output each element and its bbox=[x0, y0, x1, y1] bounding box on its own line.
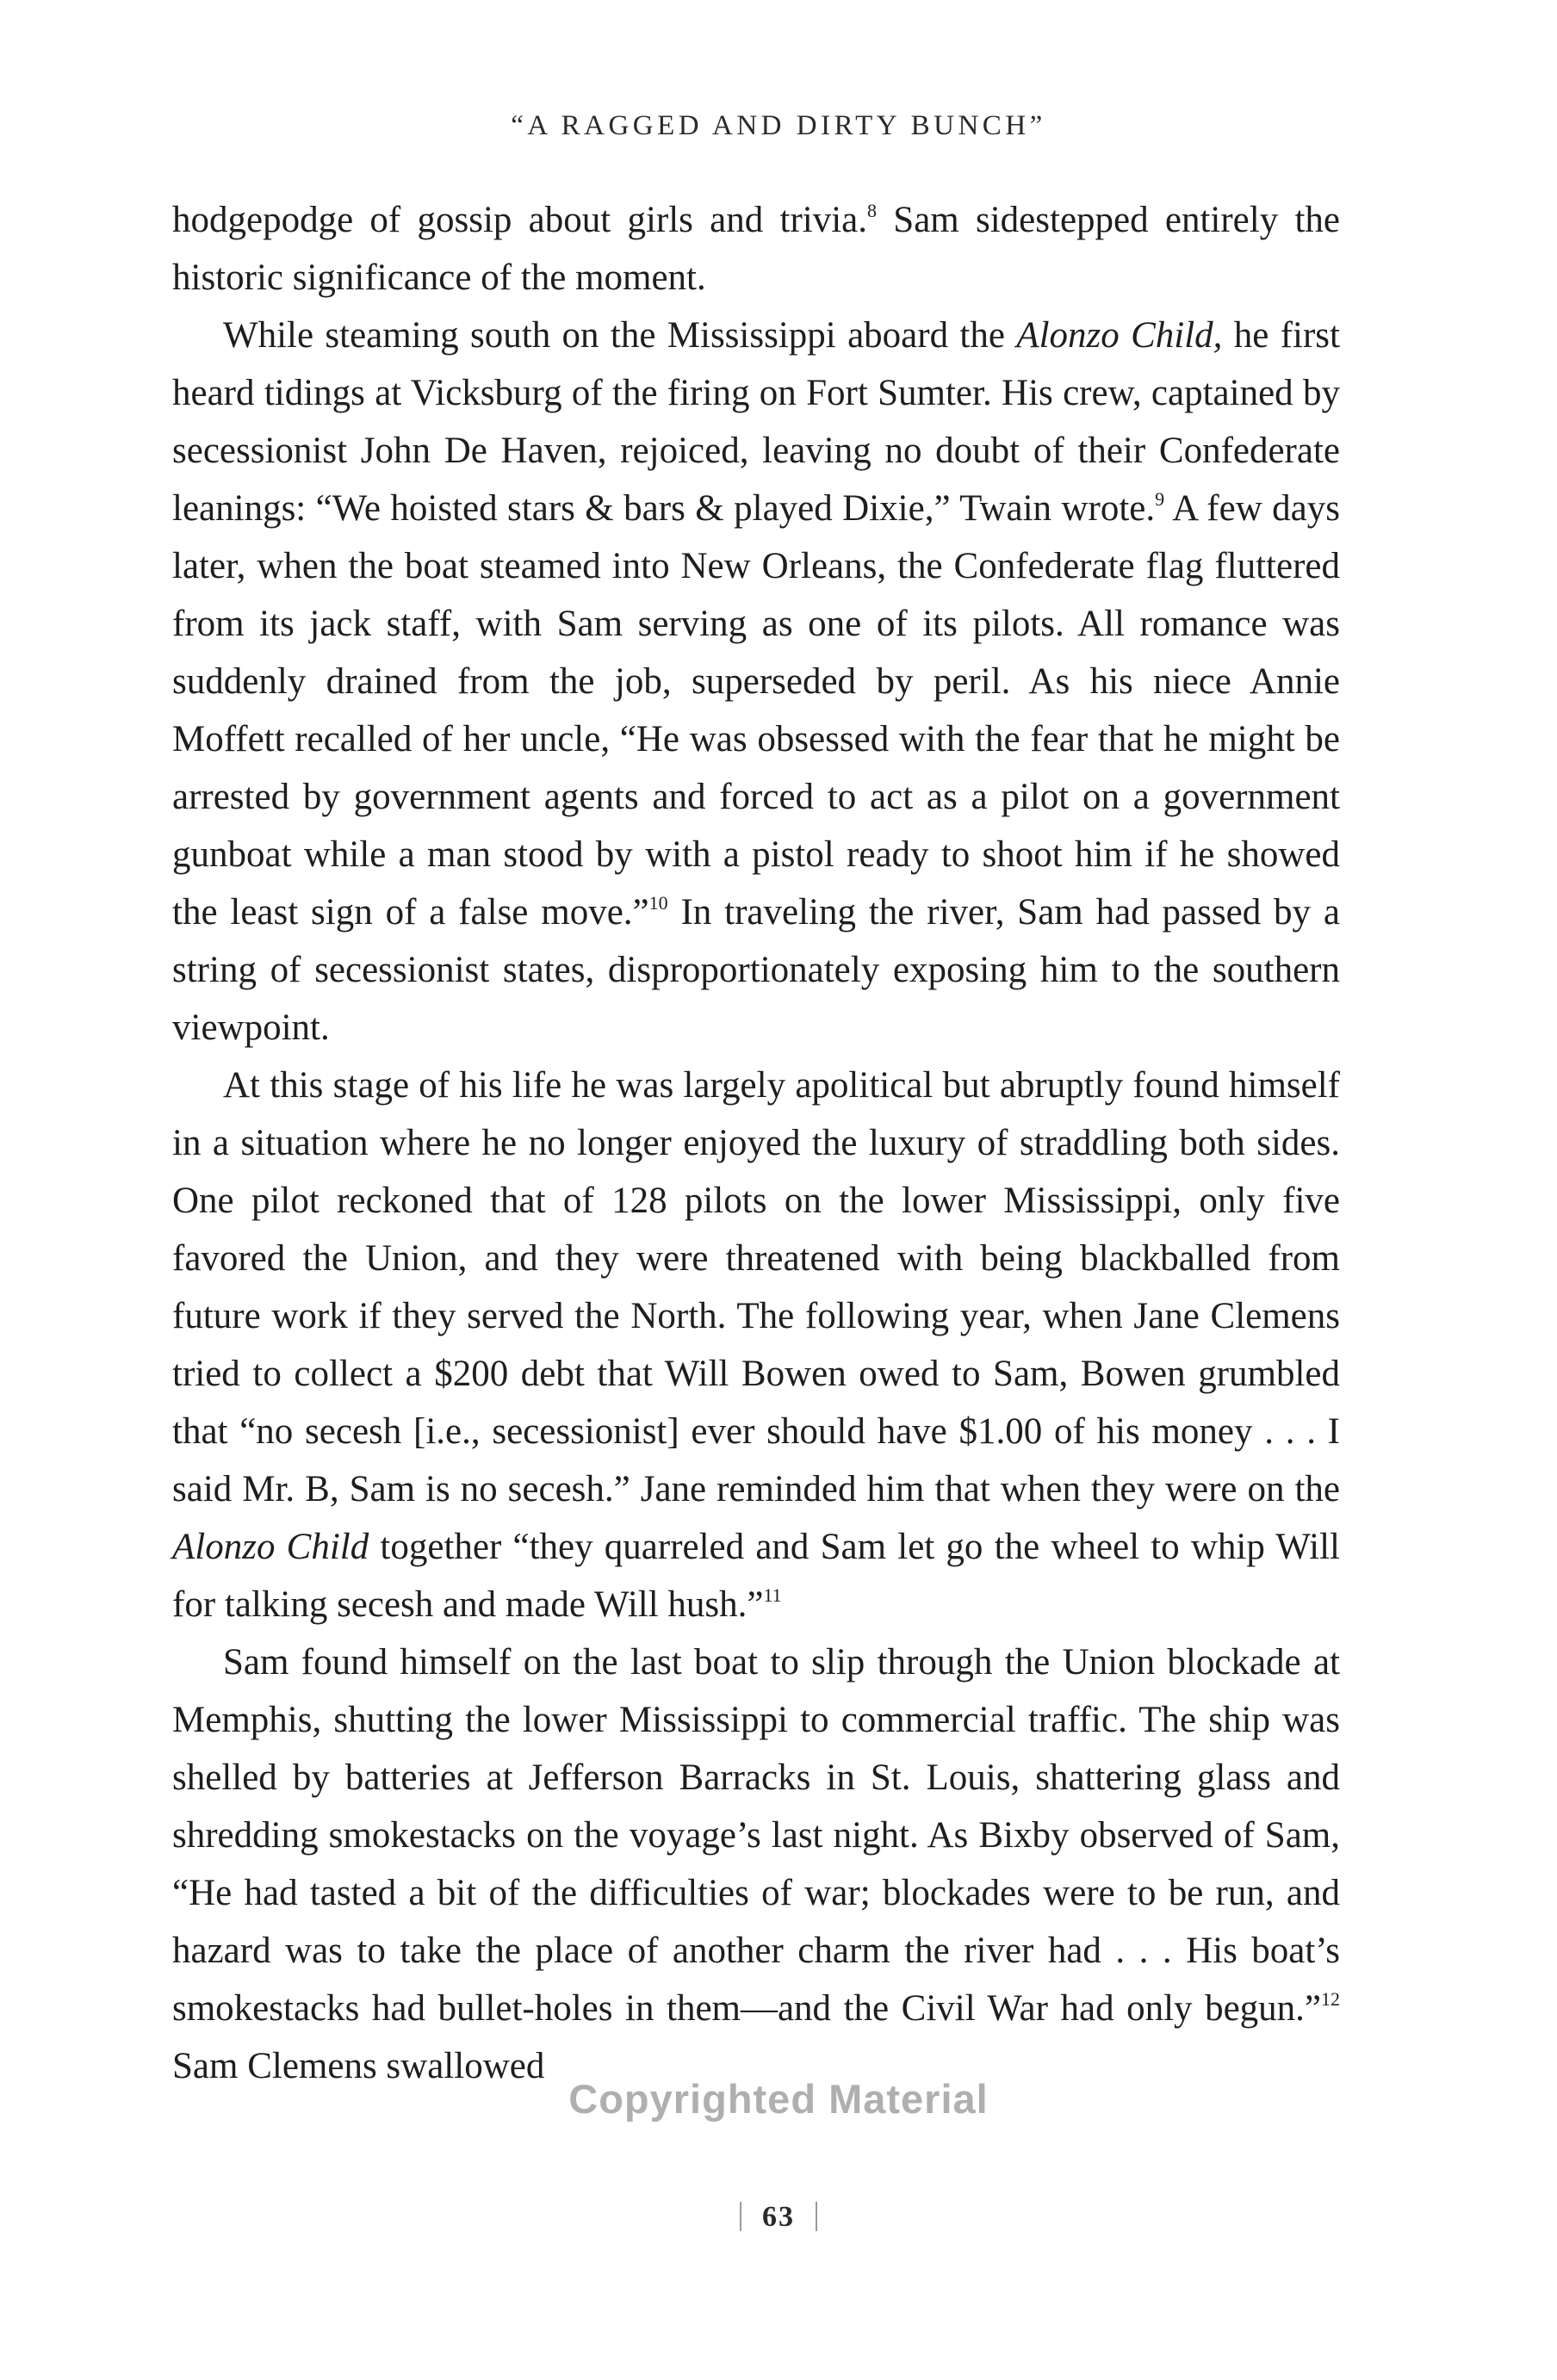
text-run: At this stage of his life he was largely apolitical but abruptly found himself in a situation where he no longer enjoyed the luxury of straddling both sides. One pilot reckoned that of 128 pilots on the lower Mississippi, only five favored the Union, and they were threatened with being blackballed from future work if they served the North. The following year, when Jane Clemens tried to collect a $200 debt that Will Bowen owed to Sam, Bowen grumbled that “no secesh [i.e., secessionist] ever should have $1.00 of his money . . . I said Mr. B, Sam is no secesh.” Jane reminded him that when they were on the bbox=[172, 1065, 1340, 1509]
italic-title: Alonzo Child, bbox=[1016, 315, 1223, 356]
footnote-reference: 9 bbox=[1155, 487, 1165, 510]
paragraph bbox=[172, 1057, 1340, 1633]
text-run: together “they quarreled and Sam let go the wheel to whip Will for talking secesh and made Will hush.” bbox=[172, 1527, 1340, 1625]
watermark: Copyrighted Material bbox=[568, 2076, 989, 2122]
folio-rule-left bbox=[740, 2202, 741, 2231]
text-run: In traveling the river, Sam had passed by a string of secessionist states, disproportionately exposing him to the southern viewpoint. bbox=[172, 892, 1340, 1048]
body-text bbox=[172, 191, 1340, 2095]
text-run: Sam sidestepped entirely the historic significance of the moment. bbox=[172, 200, 1340, 298]
paragraph bbox=[172, 191, 1340, 307]
text-run: A few days later, when the boat steamed into New Orleans, the Confederate flag fluttered from its jack staff, with Sam serving as one of its pilots. All romance was suddenly drained from the job, superseded by peril. As his niece Annie Moffett recalled of her uncle, “He was obsessed with the fear that he might be arrested by government agents and forced to act as a pilot on a government gunboat while a man stood by with a pistol ready to shoot him if he showed the least sign of a false move.” bbox=[172, 488, 1340, 933]
text-run: he first heard tidings at Vicksburg of the firing on Fort Sumter. His crew, captained by secessionist John De Haven, rejoiced, leaving no doubt of their Confederate leanings: “We hoisted stars & bars & played Dixie,” Twain wrote. bbox=[172, 315, 1340, 529]
footnote-reference: 12 bbox=[1321, 1987, 1340, 2010]
text-run: Sam Clemens swallowed bbox=[172, 2046, 545, 2086]
text-run: Sam found himself on the last boat to slip through the Union blockade at Memphis, shutting the lower Mississippi to commercial traffic. The ship was shelled by batteries at Jefferson Barracks in St. Louis, shattering glass and shredding smokestacks on the voyage’s last night. As Bixby observed of Sam, “He had tasted a bit of the difficulties of war; blockades were to be run, and hazard was to take the place of another charm the river had . . . His boat’s smokestacks had bullet-holes in them—and the Civil War had only begun.” bbox=[172, 1642, 1340, 2029]
italic-title: Alonzo Child bbox=[172, 1527, 369, 1567]
footnote-reference: 11 bbox=[763, 1584, 782, 1606]
paragraph bbox=[172, 307, 1340, 1057]
text-run: While steaming south on the Mississippi aboard the bbox=[223, 315, 1017, 356]
paragraph bbox=[172, 1633, 1340, 2095]
page-number: 63 bbox=[762, 2201, 795, 2233]
running-head: “A RAGGED AND DIRTY BUNCH” bbox=[511, 110, 1046, 141]
footnote-reference: 8 bbox=[867, 199, 878, 221]
page-number-area bbox=[0, 2201, 1557, 2234]
folio-rule-right bbox=[816, 2202, 817, 2231]
footnote-reference: 10 bbox=[648, 891, 668, 914]
text-run: hodgepodge of gossip about girls and trivia. bbox=[172, 200, 868, 240]
